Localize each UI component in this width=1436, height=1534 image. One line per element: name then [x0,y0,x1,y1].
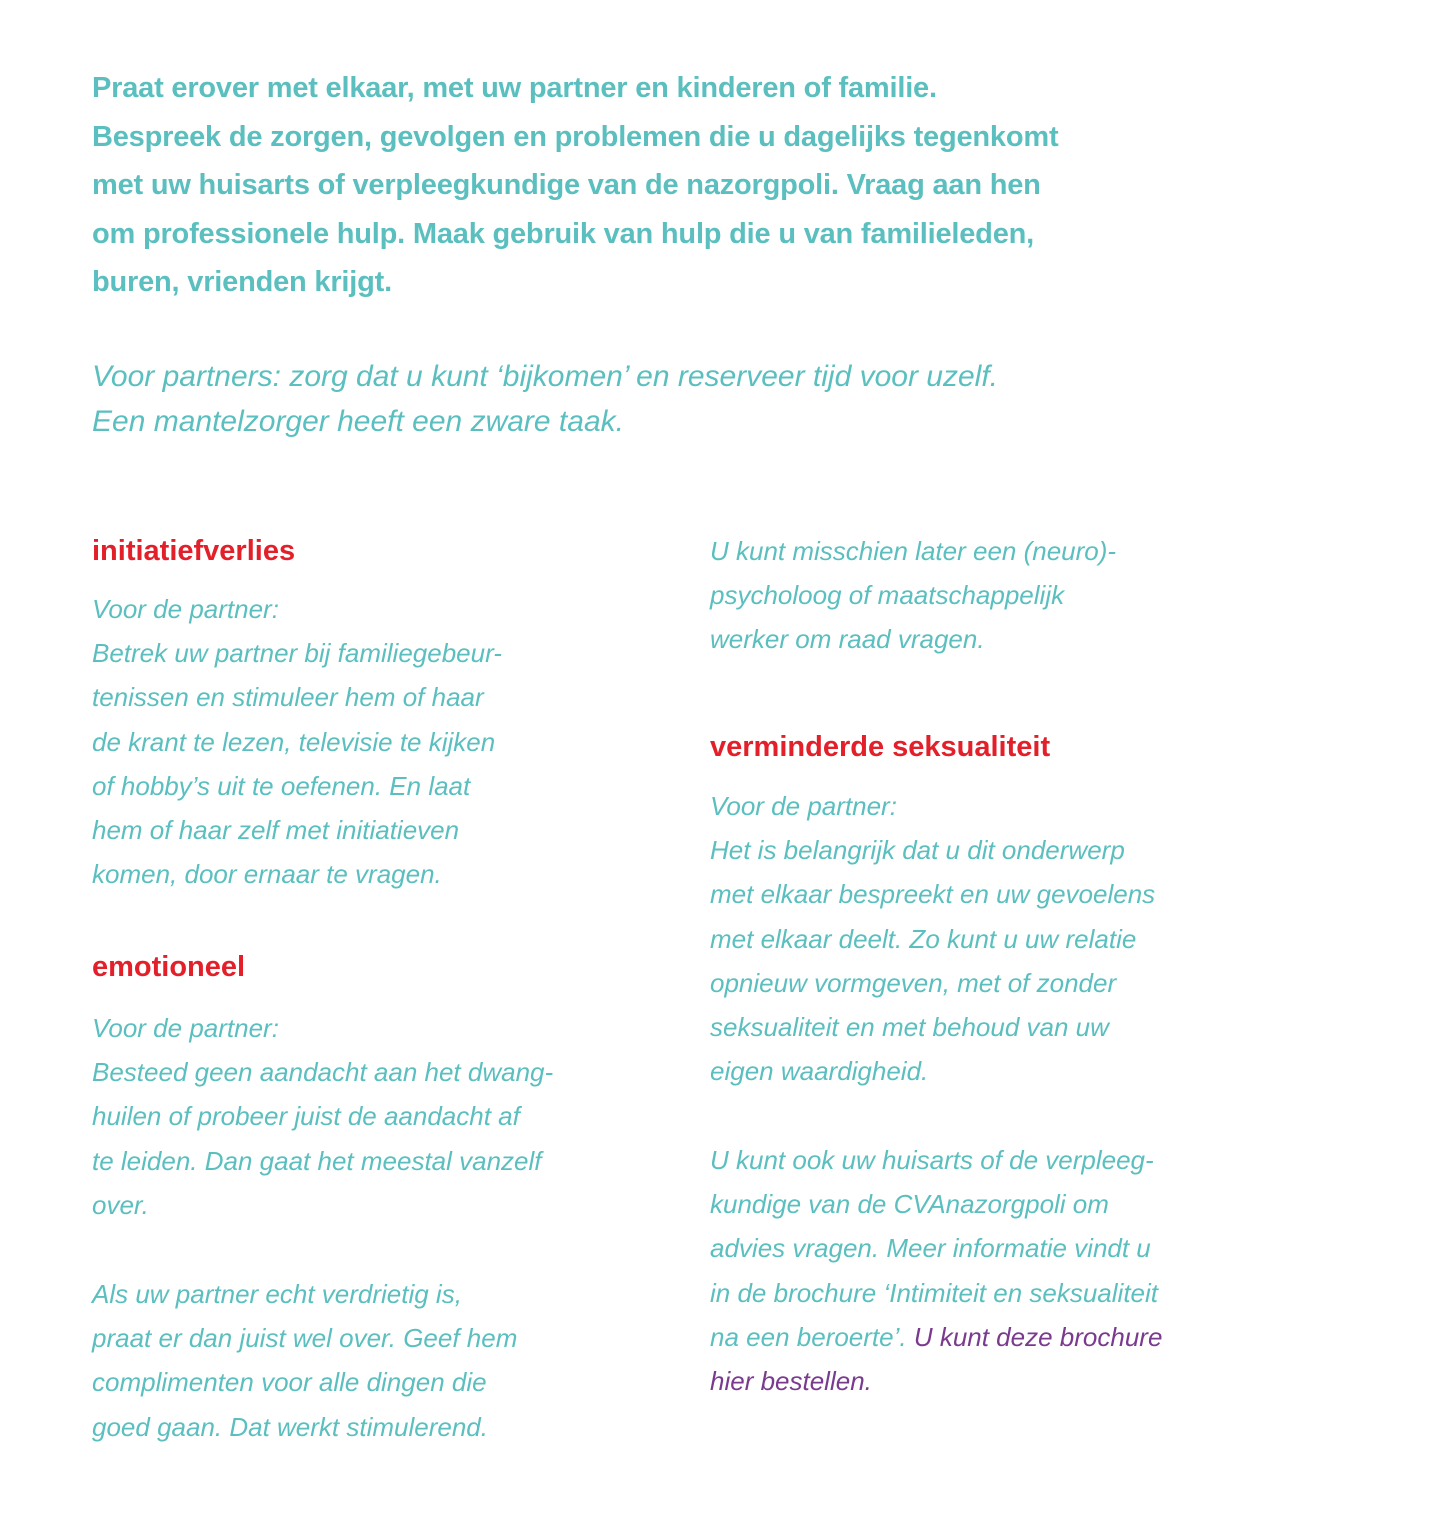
heading-emotioneel: emotioneel [92,951,246,983]
text-line: Als uw partner echt verdrietig is, [92,1279,462,1309]
paragraph-initiatiefverlies [92,587,502,896]
paragraph-seksualiteit-2 [710,1138,1162,1403]
text-line: huilen of probeer juist de aandacht af [92,1101,520,1132]
text-line: psycholoog of maatschappelijk [710,580,1065,611]
text-line-with-link [710,1315,1162,1359]
note-line: Een mantelzorger heeft een zware taak. [92,405,624,438]
intro-line: Bespreek de zorgen, gevolgen en problemen die u dagelijks tegenkomt [92,120,1059,153]
text-line: advies vragen. Meer informatie vindt u [710,1233,1151,1264]
intro-line: met uw huisarts of verpleegkundige van de nazorgpoli. Vraag aan hen [92,169,1041,201]
order-brochure-link-continued[interactable]: hier bestellen. [710,1366,872,1397]
heading-initiatiefverlies: initiatiefverlies [92,535,296,567]
paragraph-seksualiteit-1 [710,784,1155,1093]
intro-paragraph [92,64,1292,307]
text-line: te leiden. Dan gaat het meestal vanzelf [92,1145,542,1176]
intro-line: Praat erover met elkaar, met uw partner en kinderen of familie. [92,72,937,104]
heading-seksualiteit: verminderde seksualiteit [710,731,1051,763]
paragraph-emotioneel-1 [92,1006,553,1227]
text-line: over. [92,1189,149,1220]
text-line: komen, door ernaar te vragen. [92,859,442,890]
intro-line: om professionele hulp. Maak gebruik van hulp die u van familieleden, [92,217,1034,250]
text-line: in de brochure ‘Intimiteit en seksualiteit [710,1277,1159,1308]
text-line: Het is belangrijk dat u dit onderwerp [710,835,1125,866]
note-line: Voor partners: zorg dat u kunt ‘bijkomen’ en reserveer tijd voor uzelf. [92,360,999,393]
paragraph-emotioneel-2 [92,1272,517,1449]
text-line: Voor de partner: [710,791,897,821]
text-line: Betrek uw partner bij familiegebeur- [92,638,502,669]
intro-line: buren, vrienden krijgt. [92,266,392,298]
text-line: met elkaar bespreekt en uw gevoelens [710,879,1156,910]
text-line: kundige van de CVAnazorgpoli om [710,1189,1109,1220]
text-line: goed gaan. Dat werkt stimulerend. [92,1411,488,1442]
text-line: Besteed geen aandacht aan het dwang- [92,1057,554,1088]
text-line: Voor de partner: [92,594,279,624]
text-line: tenissen en stimuleer hem of haar [92,682,484,713]
text-line: of hobby’s uit te oefenen. En laat [92,770,471,801]
text-line: U kunt misschien later een (neuro)- [710,536,1117,566]
text-line: de krant te lezen, televisie te kijken [92,726,496,757]
text-line: U kunt ook uw huisarts of de verpleeg- [710,1145,1154,1175]
text-fragment: na een beroerte’. [710,1321,914,1352]
partner-note [92,354,1192,444]
order-brochure-link[interactable]: U kunt deze brochure [913,1321,1163,1352]
text-line: opnieuw vormgeven, met of zonder [710,967,1117,998]
text-line: met elkaar deelt. Zo kunt u uw relatie [710,923,1137,954]
text-line: eigen waardigheid. [710,1056,929,1087]
text-line: werker om raad vragen. [710,624,985,655]
paragraph-neuro [710,529,1116,662]
text-line: hem of haar zelf met initiatieven [92,815,460,846]
text-line: seksualiteit en met behoud van uw [710,1012,1109,1043]
text-line: praat er dan juist wel over. Geef hem [92,1323,518,1354]
text-line: Voor de partner: [92,1013,279,1043]
text-line: complimenten voor alle dingen die [92,1367,487,1398]
